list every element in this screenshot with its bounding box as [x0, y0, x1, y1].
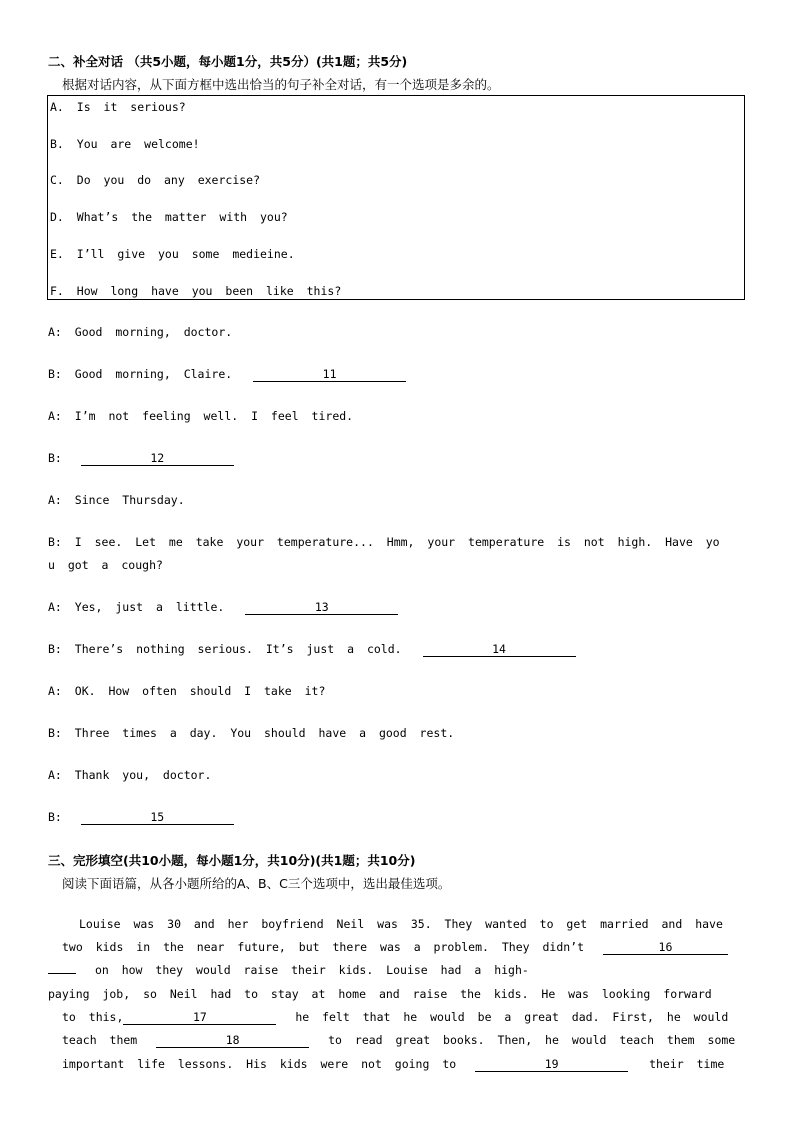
passage-line: important life lessons. His kids were not going to 19 their time	[62, 1057, 725, 1071]
section3-title: 三、完形填空(共10小题，每小题1分，共10分)(共1题；共10分)	[48, 853, 416, 868]
option-e: E. I’ll give you some medieine.	[50, 247, 295, 261]
blank-16[interactable]: 16	[603, 941, 728, 955]
blank-13[interactable]: 13	[245, 601, 398, 615]
dialogue-line: B: There’s nothing serious. It’s just a cold. 14	[48, 642, 576, 657]
option-d: D. What’s the matter with you?	[50, 210, 288, 224]
option-c: C. Do you do any exercise?	[50, 173, 261, 187]
blank-15[interactable]: 15	[81, 811, 234, 825]
blank-14[interactable]: 14	[423, 643, 576, 657]
options-box	[47, 95, 745, 300]
dialogue-line: u got a cough?	[48, 558, 163, 572]
option-f: F. How long have you been like this?	[50, 284, 342, 298]
option-b: B. You are welcome!	[50, 137, 200, 151]
dialogue-line: B: I see. Let me take your temperature... Hmm, your temperature is not high. Have yo	[48, 535, 720, 549]
passage-line: teach them 18 to read great books. Then, he would teach them some	[62, 1033, 736, 1047]
section2-instruction: 根据对话内容，从下面方框中选出恰当的句子补全对话，有一个选项是多余的。	[62, 77, 500, 92]
dialogue-line: A: OK. How often should I take it?	[48, 684, 326, 698]
dialogue-line: B: Good morning, Claire. 11	[48, 367, 406, 382]
section2-title: 二、补全对话 （共5小题，每小题1分，共5分）(共1题；共5分)	[48, 54, 408, 69]
passage-line: on how they would raise their kids. Louise had a high-	[48, 963, 529, 977]
passage-line: paying job, so Neil had to stay at home and raise the kids. He was looking forward	[48, 987, 712, 1001]
option-a: A. Is it serious?	[50, 100, 186, 114]
dialogue-line: B: Three times a day. You should have a good rest.	[48, 726, 455, 740]
passage-line: two kids in the near future, but there was a problem. They didn’t 16	[62, 940, 728, 955]
blank-17[interactable]: 17	[123, 1011, 276, 1025]
blank-18[interactable]: 18	[156, 1034, 309, 1048]
blank-16-continued	[48, 973, 76, 974]
dialogue-line: A: Yes, just a little. 13	[48, 600, 398, 615]
blank-12[interactable]: 12	[81, 452, 234, 466]
dialogue-line: A: Since Thursday.	[48, 493, 185, 507]
section3-instruction: 阅读下面语篇，从各小题所给的A、B、C三个选项中，选出最佳选项。	[62, 876, 451, 891]
blank-11[interactable]: 11	[253, 368, 406, 382]
passage-line: to this, 17 he felt that he would be a great dad. First, he would	[62, 1010, 729, 1024]
dialogue-line: A: I’m not feeling well. I feel tired.	[48, 409, 354, 423]
passage-line: Louise was 30 and her boyfriend Neil was 35. They wanted to get married and have	[79, 917, 723, 931]
dialogue-line: B: 15	[48, 810, 234, 825]
blank-19[interactable]: 19	[475, 1058, 628, 1072]
dialogue-line: A: Good morning, doctor.	[48, 325, 233, 339]
dialogue-line: A: Thank you, doctor.	[48, 768, 212, 782]
dialogue-line: B: 12	[48, 451, 234, 466]
